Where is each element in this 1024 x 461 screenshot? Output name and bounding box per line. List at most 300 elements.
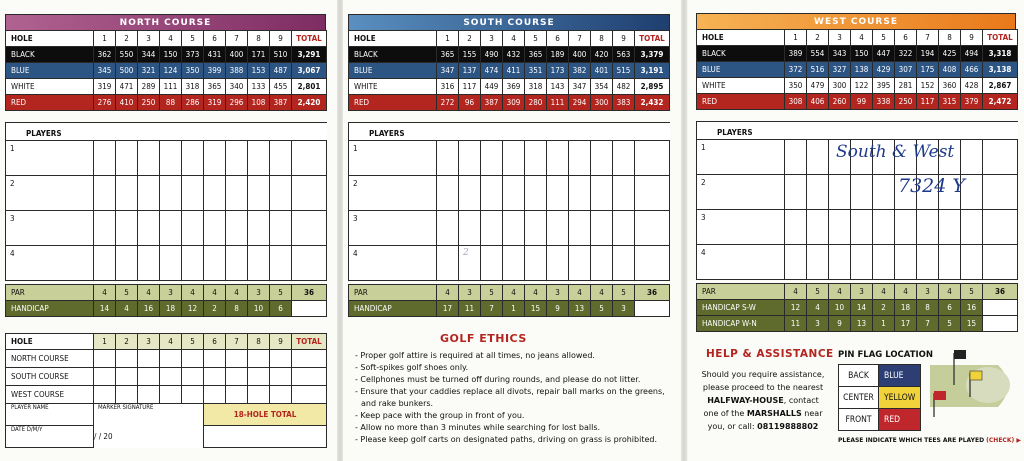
score-cell[interactable]: [591, 176, 613, 211]
score-cell[interactable]: [569, 246, 591, 281]
ethics-item: - Keep pace with the group in front of you.: [355, 411, 525, 420]
total-label: TOTAL: [292, 334, 327, 350]
score-cell[interactable]: [481, 246, 503, 281]
score-cell[interactable]: [785, 140, 807, 175]
yardage-cell: 153: [248, 63, 270, 79]
score-cell[interactable]: [807, 175, 829, 210]
yardage-cell: 117: [917, 94, 939, 110]
tee-total: 2,420: [292, 95, 327, 111]
summary-date-row: [6, 426, 327, 448]
summary-score-cell[interactable]: [116, 368, 138, 386]
ethics-item: and rake bunkers.: [361, 399, 434, 408]
summary-score-cell[interactable]: [94, 350, 116, 368]
player-row: [349, 141, 670, 176]
summary-score-cell[interactable]: [248, 368, 270, 386]
score-cell[interactable]: [437, 176, 459, 211]
hole-number: 3: [481, 31, 503, 47]
players-header: [697, 122, 1018, 140]
yardage-cell: 406: [807, 94, 829, 110]
score-cell[interactable]: [961, 245, 983, 280]
handicap-cell: 8: [917, 300, 939, 316]
yardage-cell: 117: [459, 79, 481, 95]
score-cell[interactable]: [873, 175, 895, 210]
tee-row-white: [349, 79, 670, 95]
score-cell[interactable]: [116, 176, 138, 211]
score-cell[interactable]: [182, 246, 204, 281]
summary-score-cell[interactable]: [270, 368, 292, 386]
yardage-cell: 189: [547, 47, 569, 63]
player-row: [6, 141, 327, 176]
phone-number[interactable]: 08119888802: [757, 422, 819, 431]
par-label: PAR: [697, 284, 785, 300]
handicap-empty: [635, 301, 670, 317]
score-cell[interactable]: [503, 141, 525, 176]
yardage-cell: 316: [437, 79, 459, 95]
yardage-cell: 318: [182, 79, 204, 95]
summary-score-cell[interactable]: [138, 350, 160, 368]
yardage-cell: 286: [182, 95, 204, 111]
score-cell[interactable]: [226, 141, 248, 176]
score-cell[interactable]: [635, 211, 670, 246]
yardage-cell: 319: [94, 79, 116, 95]
score-cell[interactable]: [226, 211, 248, 246]
summary-score-cell[interactable]: [226, 386, 248, 404]
summary-score-cell[interactable]: [94, 368, 116, 386]
yardage-cell: 431: [204, 47, 226, 63]
summary-score-cell[interactable]: [116, 386, 138, 404]
score-cell[interactable]: [807, 140, 829, 175]
score-cell[interactable]: [138, 246, 160, 281]
yardage-cell: 344: [138, 47, 160, 63]
score-cell[interactable]: [547, 211, 569, 246]
score-cell[interactable]: [270, 176, 292, 211]
hole-number: 9: [270, 334, 292, 350]
summary-score-cell[interactable]: [116, 350, 138, 368]
score-cell[interactable]: [939, 210, 961, 245]
summary-score-cell[interactable]: [182, 368, 204, 386]
score-cell[interactable]: [160, 141, 182, 176]
score-cell[interactable]: [851, 210, 873, 245]
yardage-cell: 260: [829, 94, 851, 110]
players-label: PLAYERS: [349, 123, 437, 141]
summary-score-cell[interactable]: [270, 350, 292, 368]
players-label: PLAYERS: [6, 123, 94, 141]
score-cell[interactable]: [807, 210, 829, 245]
score-cell[interactable]: [635, 246, 670, 281]
score-cell[interactable]: [292, 246, 327, 281]
score-cell[interactable]: [895, 210, 917, 245]
player-number: 1: [349, 141, 437, 176]
yardage-cell: 388: [226, 63, 248, 79]
score-cell[interactable]: [204, 141, 226, 176]
ethics-item: - Allow no more than 3 minutes while searching for lost balls.: [355, 423, 601, 432]
summary-score-cell[interactable]: [94, 386, 116, 404]
hole-label: HOLE: [6, 31, 94, 47]
tee-name: WHITE: [349, 79, 437, 95]
hole-number: 1: [94, 334, 116, 350]
score-cell[interactable]: [851, 245, 873, 280]
players-header-cell: [807, 122, 829, 140]
score-cell[interactable]: [613, 211, 635, 246]
yardage-cell: 550: [116, 47, 138, 63]
hole-number: 6: [204, 334, 226, 350]
score-cell[interactable]: [160, 176, 182, 211]
summary-score-cell[interactable]: [160, 350, 182, 368]
hole-number: 6: [547, 31, 569, 47]
score-cell[interactable]: [525, 246, 547, 281]
yardage-cell: 338: [873, 94, 895, 110]
yardage-cell: 487: [270, 63, 292, 79]
tee-row-white: [697, 78, 1018, 94]
tee-row-red: [697, 94, 1018, 110]
summary-score-cell[interactable]: [160, 386, 182, 404]
score-cell[interactable]: [116, 246, 138, 281]
yardage-cell: 347: [437, 63, 459, 79]
score-cell[interactable]: [138, 141, 160, 176]
score-cell[interactable]: [160, 246, 182, 281]
par-cell: 4: [226, 285, 248, 301]
players-header-cell: [829, 122, 851, 140]
yardage-cell: 122: [851, 78, 873, 94]
tee-total: 2,801: [292, 79, 327, 95]
score-cell[interactable]: [569, 141, 591, 176]
score-cell[interactable]: [851, 175, 873, 210]
score-cell[interactable]: [613, 176, 635, 211]
total-label: TOTAL: [292, 31, 327, 47]
tee-total: 3,138: [983, 62, 1018, 78]
score-cell[interactable]: [437, 211, 459, 246]
score-cell[interactable]: [481, 211, 503, 246]
players-header-cell: [613, 123, 635, 141]
tee-row-black: [697, 46, 1018, 62]
score-cell[interactable]: [961, 210, 983, 245]
yardage-cell: 563: [613, 47, 635, 63]
summary-score-cell[interactable]: [248, 386, 270, 404]
score-cell[interactable]: [569, 211, 591, 246]
score-cell[interactable]: [613, 141, 635, 176]
score-cell[interactable]: [459, 246, 481, 281]
player-number: 1: [6, 141, 94, 176]
score-cell[interactable]: [182, 176, 204, 211]
score-cell[interactable]: [226, 246, 248, 281]
score-cell[interactable]: [94, 246, 116, 281]
score-cell[interactable]: [226, 176, 248, 211]
pin-row: [839, 387, 921, 409]
help-line: , contact: [783, 396, 819, 405]
yardage-cell: 175: [917, 62, 939, 78]
help-text: [698, 368, 828, 433]
score-cell[interactable]: [437, 141, 459, 176]
hole-label: HOLE: [6, 334, 94, 350]
hole-number: 8: [939, 30, 961, 46]
score-cell[interactable]: [204, 246, 226, 281]
score-cell[interactable]: [829, 210, 851, 245]
score-cell[interactable]: [182, 211, 204, 246]
score-cell[interactable]: [481, 176, 503, 211]
score-cell[interactable]: [895, 245, 917, 280]
player-number: 2: [349, 176, 437, 211]
total-entry-cell[interactable]: [204, 426, 327, 448]
par-cell: 5: [807, 284, 829, 300]
check-label: (CHECK): [986, 437, 1015, 444]
summary-course-name: SOUTH COURSE: [6, 368, 94, 386]
score-cell[interactable]: [547, 246, 569, 281]
summary-score-cell[interactable]: [138, 386, 160, 404]
players-header-cell: [917, 122, 939, 140]
par-cell: 4: [138, 285, 160, 301]
yardage-cell: 111: [160, 79, 182, 95]
score-cell[interactable]: [248, 211, 270, 246]
par-total: 36: [983, 284, 1018, 300]
tees-played-note: [838, 437, 1021, 444]
players-header-cell: [204, 123, 226, 141]
yardage-cell: 152: [917, 78, 939, 94]
score-cell[interactable]: [939, 245, 961, 280]
score-cell[interactable]: [437, 246, 459, 281]
handicap-label: HANDICAP: [349, 301, 437, 317]
score-cell[interactable]: [503, 176, 525, 211]
score-cell[interactable]: [270, 246, 292, 281]
score-cell[interactable]: [459, 176, 481, 211]
hole-number: 2: [459, 31, 481, 47]
score-cell[interactable]: [635, 176, 670, 211]
score-cell[interactable]: [829, 175, 851, 210]
pin-flag-green-icon: [928, 345, 1020, 425]
par-row: [6, 285, 327, 301]
yardage-cell: 490: [481, 47, 503, 63]
halfway-house-label: HALFWAY-HOUSE: [707, 396, 784, 405]
score-cell[interactable]: [503, 211, 525, 246]
tee-row-black: [349, 47, 670, 63]
handicap-cell: 5: [591, 301, 613, 317]
score-cell[interactable]: [94, 141, 116, 176]
yardage-cell: 272: [437, 95, 459, 111]
summary-course-row: [6, 386, 327, 404]
score-cell[interactable]: [116, 141, 138, 176]
handicap-empty: [983, 300, 1018, 316]
players-header-cell: [248, 123, 270, 141]
golf-ethics-list: [355, 350, 675, 446]
summary-score-cell[interactable]: [182, 386, 204, 404]
yardage-cell: 294: [569, 95, 591, 111]
hole-number: 1: [785, 30, 807, 46]
yardage-cell: 319: [204, 95, 226, 111]
players-header-cell: [569, 123, 591, 141]
ethics-item: - Soft-spikes golf shoes only.: [355, 363, 469, 372]
handicap-cell: 4: [116, 301, 138, 317]
score-cell[interactable]: [481, 141, 503, 176]
player-number: 2: [697, 175, 785, 210]
players-header-cell: [895, 122, 917, 140]
yardage-cell: 410: [116, 95, 138, 111]
score-cell[interactable]: [270, 141, 292, 176]
yardage-cell: 143: [547, 79, 569, 95]
hole-number: 4: [160, 31, 182, 47]
yardage-cell: 321: [138, 63, 160, 79]
score-cell[interactable]: [138, 176, 160, 211]
score-cell[interactable]: [983, 175, 1018, 210]
hole-row: [349, 31, 670, 47]
score-cell[interactable]: [613, 246, 635, 281]
players-header-cell: [116, 123, 138, 141]
score-cell[interactable]: [785, 245, 807, 280]
summary-score-cell[interactable]: [292, 368, 327, 386]
score-cell[interactable]: [785, 175, 807, 210]
handicap-cell: 1: [873, 316, 895, 332]
summary-score-cell[interactable]: [160, 368, 182, 386]
yardage-cell: 150: [851, 46, 873, 62]
score-cell[interactable]: [248, 176, 270, 211]
score-cell[interactable]: [459, 211, 481, 246]
yardage-cell: 351: [525, 63, 547, 79]
handwritten-yardage: 7324 Y: [898, 175, 965, 197]
yardage-cell: 350: [182, 63, 204, 79]
score-cell[interactable]: [873, 210, 895, 245]
pin-row: [839, 409, 921, 431]
score-cell[interactable]: [292, 176, 327, 211]
score-cell[interactable]: [525, 176, 547, 211]
tee-total: 2,432: [635, 95, 670, 111]
tee-name: BLUE: [349, 63, 437, 79]
yardage-cell: 362: [94, 47, 116, 63]
summary-score-cell[interactable]: [292, 386, 327, 404]
score-cell[interactable]: [961, 140, 983, 175]
handicap-cell: 13: [851, 316, 873, 332]
yardage-cell: 466: [961, 62, 983, 78]
summary-score-cell[interactable]: [248, 350, 270, 368]
hole-number: 1: [437, 31, 459, 47]
player-row: [349, 176, 670, 211]
score-cell[interactable]: [270, 211, 292, 246]
players-header-cell: [160, 123, 182, 141]
score-cell[interactable]: [635, 141, 670, 176]
par-cell: 5: [270, 285, 292, 301]
score-cell[interactable]: [503, 246, 525, 281]
score-cell[interactable]: [292, 211, 327, 246]
yardage-cell: 88: [160, 95, 182, 111]
handicap-cell: 11: [785, 316, 807, 332]
pin-flag-table: [838, 364, 921, 431]
score-cell[interactable]: [591, 246, 613, 281]
score-cell[interactable]: [547, 141, 569, 176]
yardage-cell: 373: [182, 47, 204, 63]
players-header-cell: [481, 123, 503, 141]
summary-score-cell[interactable]: [204, 386, 226, 404]
yardage-cell: 300: [591, 95, 613, 111]
summary-score-cell[interactable]: [182, 350, 204, 368]
score-cell[interactable]: [292, 141, 327, 176]
golf-ethics-title: GOLF ETHICS: [440, 332, 527, 345]
score-cell[interactable]: [94, 176, 116, 211]
hole-number: 9: [270, 31, 292, 47]
score-cell[interactable]: [204, 211, 226, 246]
player-row: [6, 211, 327, 246]
score-cell[interactable]: [160, 211, 182, 246]
score-cell[interactable]: [459, 141, 481, 176]
hole-number: 6: [204, 31, 226, 47]
score-cell[interactable]: [248, 246, 270, 281]
player-name-field[interactable]: PLAYER NAME: [6, 404, 94, 426]
score-cell[interactable]: [873, 245, 895, 280]
score-cell[interactable]: [983, 210, 1018, 245]
score-cell[interactable]: [983, 140, 1018, 175]
hole-number: 5: [182, 334, 204, 350]
arrow-right-icon: ▶: [1016, 437, 1021, 444]
tee-row-black: [6, 47, 327, 63]
score-cell[interactable]: [138, 211, 160, 246]
players-header-cell: [503, 123, 525, 141]
summary-score-cell[interactable]: [226, 368, 248, 386]
score-cell[interactable]: [525, 211, 547, 246]
player-row: [697, 210, 1018, 245]
score-cell[interactable]: [785, 210, 807, 245]
hole-number: 8: [248, 31, 270, 47]
yardage-cell: 347: [569, 79, 591, 95]
yardage-cell: 350: [785, 78, 807, 94]
summary-score-cell[interactable]: [292, 350, 327, 368]
tee-total: 3,191: [635, 63, 670, 79]
par-cell: 3: [248, 285, 270, 301]
summary-score-cell[interactable]: [204, 350, 226, 368]
score-cell[interactable]: [807, 245, 829, 280]
yardage-cell: 428: [961, 78, 983, 94]
date-field[interactable]: [6, 426, 94, 448]
summary-score-cell[interactable]: [138, 368, 160, 386]
marshalls-label: MARSHALLS: [746, 409, 802, 418]
score-cell[interactable]: [204, 176, 226, 211]
players-header-cell: [785, 122, 807, 140]
tee-name: WHITE: [697, 78, 785, 94]
score-cell[interactable]: [94, 211, 116, 246]
score-cell[interactable]: [248, 141, 270, 176]
score-cell[interactable]: [547, 176, 569, 211]
yardage-cell: 138: [851, 62, 873, 78]
handicap-cell: 16: [138, 301, 160, 317]
tee-row-blue: [6, 63, 327, 79]
score-cell[interactable]: [829, 245, 851, 280]
handicap-cell: 14: [851, 300, 873, 316]
score-cell[interactable]: [591, 141, 613, 176]
score-cell[interactable]: [983, 245, 1018, 280]
south-course-scorecard: [348, 30, 670, 111]
yardage-cell: 354: [591, 79, 613, 95]
hole-number: 7: [226, 31, 248, 47]
hole-number: 4: [503, 31, 525, 47]
par-cell: 5: [613, 285, 635, 301]
score-cell[interactable]: [525, 141, 547, 176]
score-cell[interactable]: [917, 245, 939, 280]
score-cell[interactable]: [569, 176, 591, 211]
yardage-cell: 365: [437, 47, 459, 63]
score-cell[interactable]: [116, 211, 138, 246]
yardage-cell: 420: [591, 47, 613, 63]
yardage-cell: 343: [829, 46, 851, 62]
hole-number: 7: [226, 334, 248, 350]
pin-position: BACK: [839, 365, 879, 387]
summary-score-cell[interactable]: [204, 368, 226, 386]
par-cell: 4: [591, 285, 613, 301]
yardage-cell: 173: [547, 63, 569, 79]
handicap-cell: 1: [503, 301, 525, 317]
yardage-cell: 387: [270, 95, 292, 111]
south-course-title: SOUTH COURSE: [348, 14, 670, 30]
score-cell[interactable]: [182, 141, 204, 176]
score-cell[interactable]: [917, 210, 939, 245]
score-cell[interactable]: [591, 211, 613, 246]
summary-score-cell[interactable]: [226, 350, 248, 368]
players-header-cell: [459, 123, 481, 141]
summary-score-cell[interactable]: [270, 386, 292, 404]
